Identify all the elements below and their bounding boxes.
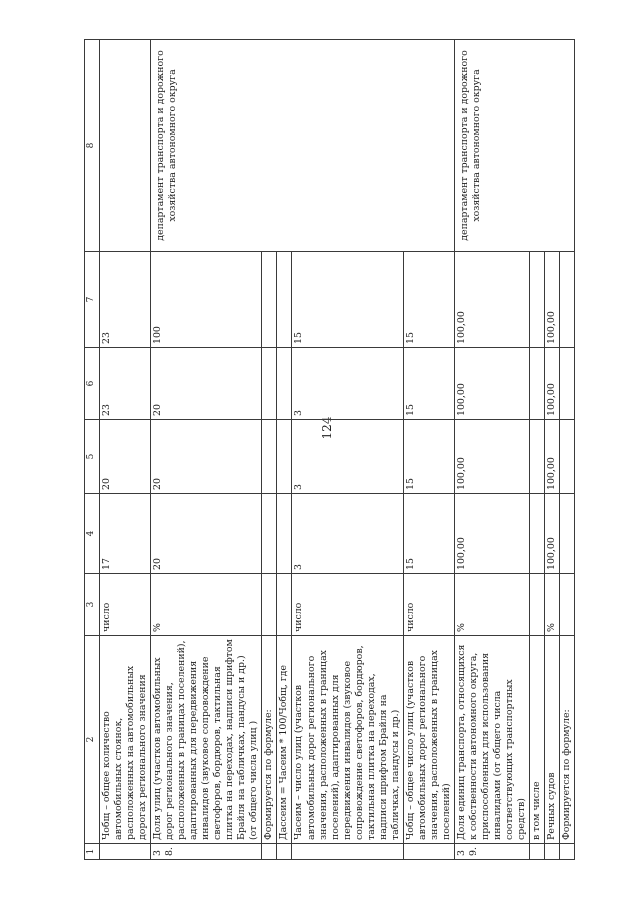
unit-cell — [277, 574, 292, 636]
table-row — [454, 40, 529, 860]
value-col-6: 100,00 — [545, 348, 560, 420]
value-col-4 — [530, 494, 545, 574]
value-col-7: 100 — [151, 252, 262, 348]
row-number — [545, 844, 560, 860]
value-col-5: 15 — [403, 420, 454, 494]
header-cell-8: 8 — [85, 40, 100, 252]
responsible-department: департамент транспорта и дорожного хозяйства автономного округа — [151, 40, 455, 252]
header-cell-2: 2 — [85, 636, 100, 844]
formula-label: Формируется по формуле: — [262, 636, 277, 844]
row-number — [403, 844, 454, 860]
value-col-7 — [277, 252, 292, 348]
unit-cell — [530, 574, 545, 636]
value-col-4: 17 — [100, 494, 151, 574]
value-col-7: 100,00 — [545, 252, 560, 348]
indicators-table — [84, 39, 575, 860]
value-col-7 — [560, 252, 575, 348]
indicator-description: Доля единиц транспорта, относящихся к собственности автономного округа, приспособленных для использования инвалидами (от общего числа соответствующих транспортных средств) — [454, 636, 529, 844]
subgroup-label: в том числе — [530, 636, 545, 844]
header-cell-1: 1 — [85, 844, 100, 860]
value-col-4 — [560, 494, 575, 574]
responsible-department: департамент транспорта и дорожного хозяйства автономного округа — [454, 40, 574, 252]
page-number: 124 — [320, 416, 334, 440]
value-col-6: 15 — [403, 348, 454, 420]
value-col-4 — [277, 494, 292, 574]
header-row — [85, 40, 100, 860]
unit-cell — [262, 574, 277, 636]
value-col-6 — [530, 348, 545, 420]
rotated-table-wrapper — [84, 40, 573, 860]
value-col-4: 15 — [403, 494, 454, 574]
value-col-5: 3 — [292, 420, 403, 494]
value-col-5: 20 — [100, 420, 151, 494]
row-number: 38. — [151, 844, 262, 860]
value-col-6 — [262, 348, 277, 420]
row-number — [262, 844, 277, 860]
unit-cell: % — [545, 574, 560, 636]
value-col-4 — [262, 494, 277, 574]
table-row — [100, 40, 151, 860]
indicator-description: Доля улиц (участков автомобильных дорог регионального значения, расположенных в границах поселений), адаптированных для передвижения инвалидов (звуковое сопровождение светофоров, бордюров, тактильная плитка на переходах, надписи шрифтом Брайля на табличках, пандусы и др.) (от общего числа улиц ) — [151, 636, 262, 844]
indicator-description: Речных судов — [545, 636, 560, 844]
header-cell-5: 5 — [85, 420, 100, 494]
header-cell-7: 7 — [85, 252, 100, 348]
indicator-description: Чобщ – общее число улиц (участков автомобильных дорог регионального значения, расположенных в границах поселений) — [403, 636, 454, 844]
value-col-7: 15 — [403, 252, 454, 348]
value-col-7: 23 — [100, 252, 151, 348]
value-col-5 — [560, 420, 575, 494]
value-col-4: 20 — [151, 494, 262, 574]
responsible-department — [100, 40, 151, 252]
value-col-4: 3 — [292, 494, 403, 574]
value-col-7: 15 — [292, 252, 403, 348]
value-col-4: 100,00 — [545, 494, 560, 574]
value-col-4: 100,00 — [454, 494, 529, 574]
unit-cell: число — [403, 574, 454, 636]
value-col-5 — [277, 420, 292, 494]
row-number — [530, 844, 545, 860]
unit-cell — [560, 574, 575, 636]
row-number — [560, 844, 575, 860]
unit-cell: % — [454, 574, 529, 636]
value-col-6: 3 — [292, 348, 403, 420]
value-col-7 — [530, 252, 545, 348]
formula-label: Формируется по формуле: — [560, 636, 575, 844]
value-col-6: 20 — [151, 348, 262, 420]
value-col-6 — [560, 348, 575, 420]
value-col-7: 100,00 — [454, 252, 529, 348]
table-row — [151, 40, 262, 860]
value-col-5 — [262, 420, 277, 494]
header-cell-4: 4 — [85, 494, 100, 574]
value-col-6: 23 — [100, 348, 151, 420]
header-cell-6: 6 — [85, 348, 100, 420]
row-number — [292, 844, 403, 860]
unit-cell: % — [151, 574, 262, 636]
value-col-6 — [277, 348, 292, 420]
indicator-description: Часеим – число улиц (участков автомобильных дорог регионального значения, расположенных в границах поселений), адаптированных для передвижения инвалидов (звуковое сопровождение светофоров, бордюров, тактильная плитка на переходах, надписи шрифтом Брайля на табличках, пандусы и др.) — [292, 636, 403, 844]
value-col-6: 100,00 — [454, 348, 529, 420]
row-number — [100, 844, 151, 860]
unit-cell: число — [100, 574, 151, 636]
row-number: 39. — [454, 844, 529, 860]
value-col-7 — [262, 252, 277, 348]
unit-cell: число — [292, 574, 403, 636]
header-cell-3: 3 — [85, 574, 100, 636]
value-col-5: 100,00 — [545, 420, 560, 494]
value-col-5 — [530, 420, 545, 494]
row-number — [277, 844, 292, 860]
value-col-5: 20 — [151, 420, 262, 494]
indicator-description: Чобщ – общее количество автомобильных стоянок, расположенных на автомобильных дорогах регионального значения — [100, 636, 151, 844]
value-col-5: 100,00 — [454, 420, 529, 494]
formula-text: Дассеим = Часеим * 100/Чобщ, где — [277, 636, 292, 844]
